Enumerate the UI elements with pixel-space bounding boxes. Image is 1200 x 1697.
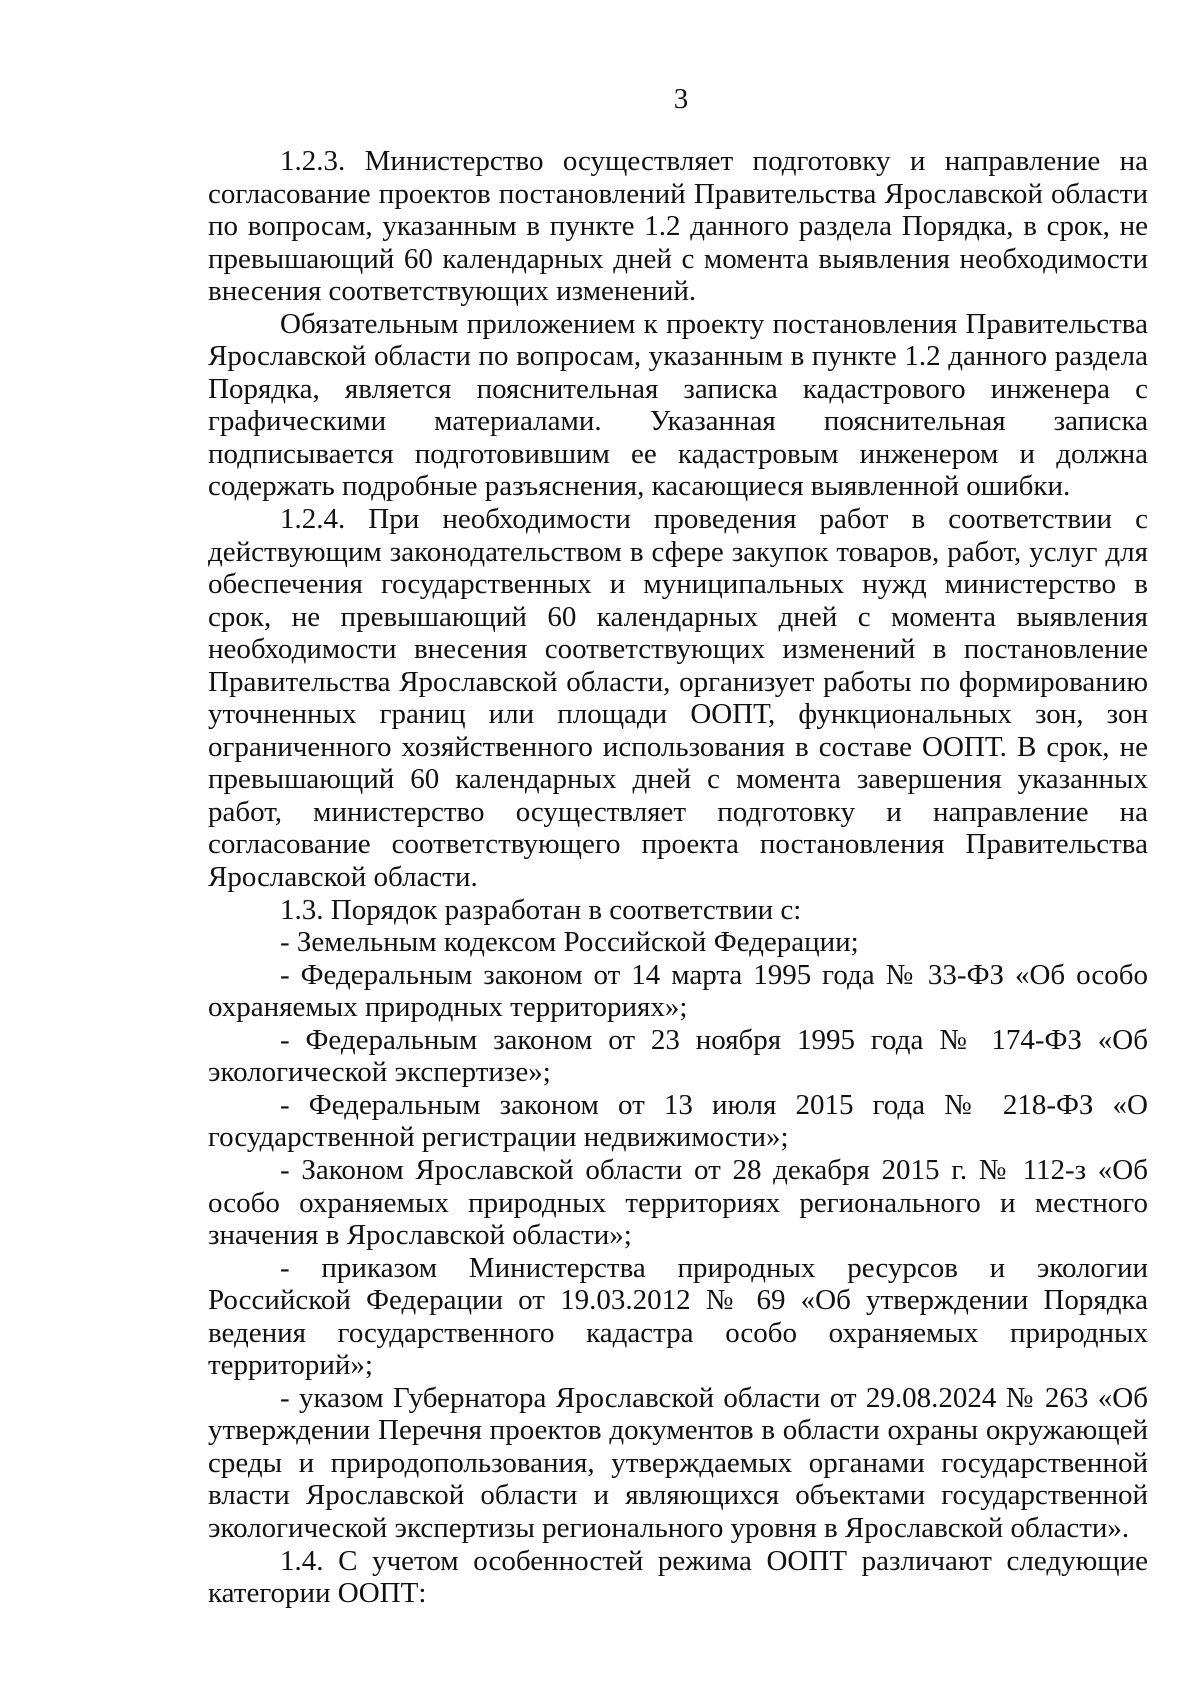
list-item-regional-law-112: - Законом Ярославской области от 28 декабря 2015 г. № 112-з «Об особо охраняемых природных территориях регионального и местного значения в Ярославской области»; xyxy=(208,1153,1148,1252)
list-item-federal-law-218: - Федеральным законом от 13 июля 2015 года № 218-ФЗ «О государственной регистрации недвижимости»; xyxy=(208,1088,1148,1154)
list-item-land-code: - Земельным кодексом Российской Федерации; xyxy=(280,926,859,959)
document-body xyxy=(208,145,1148,1610)
paragraph-1-2-4: 1.2.4. При необходимости проведения работ в соответствии с действующим законодательством в сфере закупок товаров, работ, услуг для обеспечения государственных и муниципальных нужд министерство в срок, не превышающий 60 календарных дней с момента выявления необходимости внесения соответствующих изменений в постановление Правительства Ярославской области, организует работы по формированию уточненных границ или площади ООПТ, функциональных зон, зон ограниченного хозяйственного использования в составе ООПТ. В срок, не превышающий 60 календарных дней с момента завершения указанных работ, министерство осуществляет подготовку и направление на согласование соответствующего проекта постановления Правительства Ярославской области. xyxy=(208,503,1148,894)
paragraph-1-2-3: 1.2.3. Министерство осуществляет подготовку и направление на согласование проектов постановлений Правительства Ярославской области по вопросам, указанным в пункте 1.2 данного раздела Порядка, в срок, не превышающий 60 календарных дней с момента выявления необходимости внесения соответствующих изменений. xyxy=(208,145,1148,308)
paragraph-mandatory-appendix: Обязательным приложением к проекту постановления Правительства Ярославской области по вопросам, указанным в пункте 1.2 данного раздела Порядка, является пояснительная записка кадастрового инженера с графическими материалами. Указанная пояснительная записка подписывается подготовившим ее кадастровым инженером и должна содержать подробные разъяснения, касающиеся выявленной ошибки. xyxy=(208,307,1148,503)
paragraph-1-4: 1.4. С учетом особенностей режима ООПТ различают следующие категории ООПТ: xyxy=(208,1544,1148,1610)
list-item-ministry-order-69: - приказом Министерства природных ресурсов и экологии Российской Федерации от 19.03.2012 № 69 «Об утверждении Порядка ведения государственного кадастра особо охраняемых природных территорий»; xyxy=(208,1251,1148,1382)
list-item-federal-law-174: - Федеральным законом от 23 ноября 1995 года № 174-ФЗ «Об экологической экспертизе»; xyxy=(208,1023,1148,1089)
list-item-governor-decree-263: - указом Губернатора Ярославской области от 29.08.2024 № 263 «Об утверждении Перечня проектов документов в области охраны окружающей среды и природопользования, утверждаемых органами государственной власти Ярославской области и являющихся объектами государственной экологической экспертизы регионального уровня в Ярославской области». xyxy=(208,1381,1148,1544)
page-number: 3 xyxy=(673,83,689,115)
paragraph-1-3: 1.3. Порядок разработан в соответствии с: xyxy=(280,893,802,926)
list-item-federal-law-33: - Федеральным законом от 14 марта 1995 года № 33-ФЗ «Об особо охраняемых природных территориях»; xyxy=(208,958,1148,1024)
